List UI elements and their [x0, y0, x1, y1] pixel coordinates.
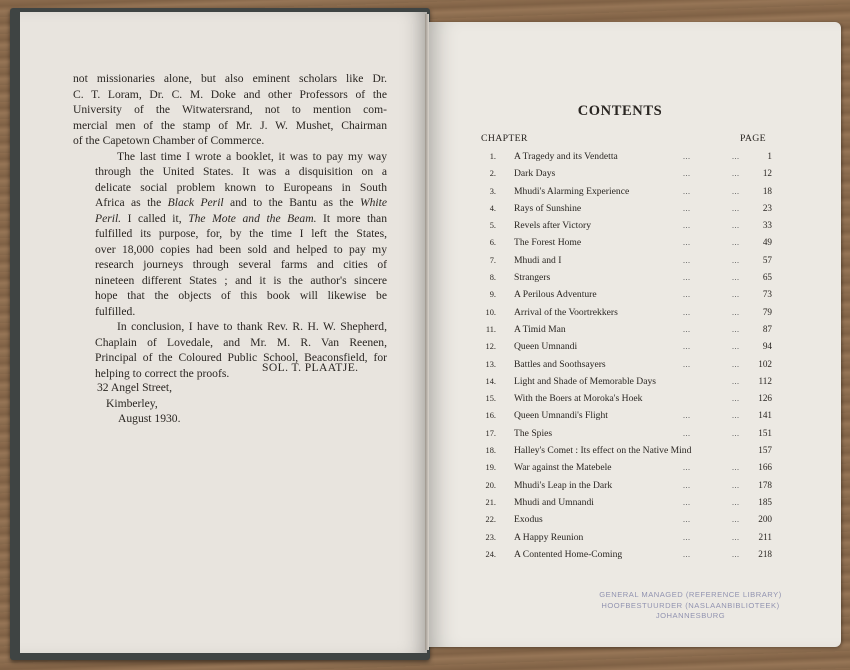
text-line: Africa as the Black Peril and to the Bantu as the White [95, 196, 387, 209]
chapter-page-number: 211 [758, 531, 772, 542]
chapter-number: 9. [489, 290, 496, 300]
toc-row [480, 183, 772, 200]
chapter-title: Dark Days [514, 168, 556, 180]
chapter-number: 24. [485, 549, 496, 559]
chapter-page-number: 65 [762, 272, 772, 283]
text-line: fulfilled. [95, 304, 136, 318]
chapter-number: 5. [489, 221, 496, 231]
leader-dots: ... [732, 238, 740, 248]
toc-row [480, 494, 772, 511]
chapter-title: Mhudi's Leap in the Dark [514, 479, 613, 491]
chapter-number: 7. [489, 255, 496, 265]
toc-row [480, 252, 772, 269]
stamp-line: JOHANNESBURG [655, 611, 726, 620]
text-line: helping to correct the proofs. [95, 366, 230, 380]
leader-dots: ... [683, 152, 691, 161]
chapter-number: 1. [489, 152, 496, 161]
text-line: of the Capetown Chamber of Commerce. [73, 134, 265, 147]
chapter-title: A Tragedy and its Vendetta [514, 151, 618, 162]
leader-dots: ... [683, 221, 691, 231]
leader-dots: ... [683, 290, 691, 300]
chapter-page-number: 112 [758, 375, 772, 386]
text-line: nineteen different States ; and it is the author's sincere [95, 273, 387, 287]
preface-body-text [73, 71, 387, 381]
text-line: C. T. Loram, Dr. C. M. Doke and other Professors of the [73, 87, 387, 101]
chapter-title: Queen Umnandi [514, 341, 578, 353]
text-line: The last time I wrote a booklet, it was to pay my way [117, 149, 387, 163]
chapter-page-number: 49 [762, 237, 772, 248]
text-line: Chaplain of Lovedale, and Mr. M. R. Van Reenen, [95, 335, 387, 349]
stamp-line: GENERAL MANAGED (REFERENCE LIBRARY) [599, 590, 782, 599]
chapter-number: 3. [489, 186, 496, 196]
chapter-title: Mhudi's Alarming Experience [514, 185, 630, 197]
leader-dots: ... [732, 515, 740, 525]
chapter-page-number: 1 [767, 151, 772, 161]
chapter-title: Exodus [514, 514, 543, 526]
chapter-number: 18. [485, 446, 496, 456]
chapter-title: The Forest Home [514, 237, 582, 249]
chapter-number: 22. [485, 515, 496, 525]
text-line: over 18,000 copies had been sold and helped to pay my [95, 242, 387, 256]
leader-dots: ... [732, 394, 740, 404]
chapter-page-number: 57 [762, 254, 772, 265]
toc-row [480, 165, 772, 182]
toc-row [480, 200, 772, 217]
chapter-number: 12. [485, 342, 496, 352]
chapter-number: 14. [485, 376, 496, 386]
author-signature: SOL. T. PLAATJE. [262, 361, 359, 374]
chapter-title: The Spies [514, 427, 553, 439]
toc-row [480, 148, 772, 165]
chapter-page-number: 87 [762, 323, 772, 334]
chapter-page-number: 141 [758, 410, 772, 421]
chapter-title: A Happy Reunion [514, 531, 584, 543]
leader-dots: ... [732, 290, 740, 300]
leader-dots: ... [732, 497, 740, 507]
leader-dots: ... [732, 342, 740, 352]
chapter-number: 10. [485, 307, 496, 317]
leader-dots: ... [732, 169, 740, 179]
chapter-title: Rays of Sunshine [514, 202, 582, 214]
leader-dots: ... [732, 307, 740, 317]
chapter-number: 23. [485, 532, 496, 542]
text-line: not missionaries alone, but also eminent scholars like Dr. [73, 72, 387, 85]
text-line: through the United States. It was a disquisition on a [95, 165, 387, 178]
leader-dots: ... [683, 255, 691, 265]
leader-dots: ... [683, 186, 691, 196]
text-line: delicate social problem known to Europeans in South [95, 180, 387, 194]
chapter-page-number: 23 [762, 202, 772, 213]
leader-dots: ... [683, 238, 691, 248]
leader-dots: ... [732, 203, 740, 213]
leader-dots: ... [732, 359, 740, 369]
author-address [97, 380, 180, 427]
text-line: fulfilled its purpose, for, by the time I left the States, [95, 227, 387, 240]
toc-row [480, 425, 772, 442]
chapter-page-number: 185 [758, 496, 772, 507]
leader-dots: ... [732, 273, 740, 283]
leader-dots: ... [683, 428, 691, 438]
leader-dots: ... [683, 342, 691, 352]
book-gutter [425, 14, 429, 650]
contents-heading: CONTENTS [577, 103, 663, 119]
leader-dots: ... [683, 307, 691, 317]
page-column-heading: PAGE [740, 133, 766, 144]
chapter-page-number: 200 [758, 514, 772, 525]
leader-dots: ... [732, 376, 740, 386]
toc-row [480, 546, 772, 563]
leader-dots: ... [732, 428, 740, 438]
leader-dots: ... [683, 532, 691, 542]
text-line: hope that the objects of this book will likewise be [95, 289, 387, 302]
chapter-page-number: 79 [762, 306, 772, 317]
text-line: In conclusion, I have to thank Rev. R. H. W. Shepherd, [117, 320, 387, 333]
leader-dots: ... [683, 411, 691, 421]
leader-dots: ... [683, 203, 691, 213]
toc-row [480, 304, 772, 321]
leader-dots: ... [732, 152, 740, 161]
toc-row [480, 407, 772, 424]
chapter-title: Queen Umnandi's Flight [514, 410, 608, 422]
chapter-title: With the Boers at Moroka's Hoek [514, 393, 643, 405]
toc-row [480, 390, 772, 407]
chapter-page-number: 18 [762, 185, 772, 196]
text-line: Principal of the Coloured Public School, Beaconsfield, for [95, 351, 387, 364]
stamp-line: HOOFBESTUURDER (NASLAANBIBLIOTEEK) [601, 600, 780, 610]
leader-dots: ... [683, 324, 691, 334]
chapter-column-heading: CHAPTER [481, 133, 528, 144]
chapter-page-number: 102 [758, 358, 772, 369]
chapter-number: 16. [485, 411, 496, 421]
toc-row [480, 477, 772, 494]
toc-row [480, 217, 772, 234]
leader-dots: ... [732, 186, 740, 196]
leader-dots: ... [683, 273, 691, 283]
toc-row [480, 373, 772, 390]
toc-row [480, 459, 772, 476]
toc-row [480, 234, 772, 251]
leader-dots: ... [732, 549, 740, 559]
chapter-title: Halley's Comet : Its effect on the Native Mind [514, 445, 692, 457]
toc-row [480, 511, 772, 528]
text-line: University of the Witwatersrand, not to mention com- [73, 103, 387, 116]
leader-dots: ... [732, 324, 740, 334]
address-line: 32 Angel Street, [97, 381, 173, 394]
chapter-number: 6. [489, 238, 496, 248]
leader-dots: ... [732, 411, 740, 421]
chapter-number: 8. [489, 273, 496, 283]
chapter-number: 19. [485, 463, 496, 473]
toc-row [480, 356, 772, 373]
table-of-contents [480, 148, 772, 563]
preface-paragraph [73, 71, 387, 149]
toc-row [480, 529, 772, 546]
toc-row [480, 286, 772, 303]
leader-dots: ... [683, 497, 691, 507]
chapter-page-number: 12 [762, 168, 772, 179]
chapter-page-number: 73 [762, 289, 772, 300]
leader-dots: ... [683, 463, 691, 473]
text-line: research journeys through several farms and cities of [95, 258, 387, 271]
toc-row [480, 321, 772, 338]
chapter-title: Arrival of the Voortrekkers [514, 306, 618, 318]
address-line: Kimberley, [106, 396, 158, 410]
chapter-page-number: 126 [758, 393, 772, 404]
chapter-number: 2. [489, 169, 496, 179]
chapter-number: 21. [485, 497, 496, 507]
leader-dots: ... [683, 515, 691, 525]
chapter-title: A Perilous Adventure [514, 289, 597, 301]
chapter-page-number: 94 [762, 341, 772, 352]
chapter-title: A Contented Home-Coming [514, 548, 623, 560]
chapter-number: 4. [489, 203, 496, 213]
chapter-title: Light and Shade of Memorable Days [514, 375, 657, 387]
text-line: Peril. I called it, The Mote and the Beam. It more than [95, 211, 387, 225]
preface-paragraph [73, 149, 387, 320]
leader-dots: ... [732, 463, 740, 473]
chapter-number: 11. [485, 324, 496, 334]
chapter-title: Mhudi and I [514, 254, 562, 266]
leader-dots: ... [732, 480, 740, 490]
leader-dots: ... [683, 359, 691, 369]
chapter-title: War against the Matebele [514, 462, 612, 474]
chapter-page-number: 151 [758, 427, 772, 438]
chapter-title: Mhudi and Umnandi [514, 496, 594, 508]
chapter-page-number: 218 [758, 548, 772, 559]
leader-dots: ... [732, 255, 740, 265]
chapter-title: A Timid Man [514, 323, 566, 335]
chapter-page-number: 157 [758, 445, 772, 456]
leader-dots: ... [732, 221, 740, 231]
leader-dots: ... [683, 549, 691, 559]
toc-row [480, 338, 772, 355]
address-line: August 1930. [118, 412, 181, 425]
leader-dots: ... [683, 480, 691, 490]
chapter-title: Strangers [514, 272, 551, 284]
toc-row [480, 269, 772, 286]
chapter-page-number: 33 [762, 220, 772, 231]
toc-row [480, 442, 772, 459]
chapter-number: 15. [485, 394, 496, 404]
chapter-number: 17. [485, 428, 496, 438]
chapter-page-number: 178 [758, 479, 772, 490]
library-stamp [583, 590, 798, 622]
chapter-title: Revels after Victory [514, 220, 592, 232]
leader-dots: ... [683, 169, 691, 179]
text-line: mercial men of the stamp of Mr. J. W. Mushet, Chairman [73, 118, 387, 132]
chapter-number: 20. [485, 480, 496, 490]
leader-dots: ... [732, 532, 740, 542]
chapter-page-number: 166 [758, 462, 772, 473]
chapter-title: Battles and Soothsayers [514, 358, 606, 370]
chapter-number: 13. [485, 359, 496, 369]
